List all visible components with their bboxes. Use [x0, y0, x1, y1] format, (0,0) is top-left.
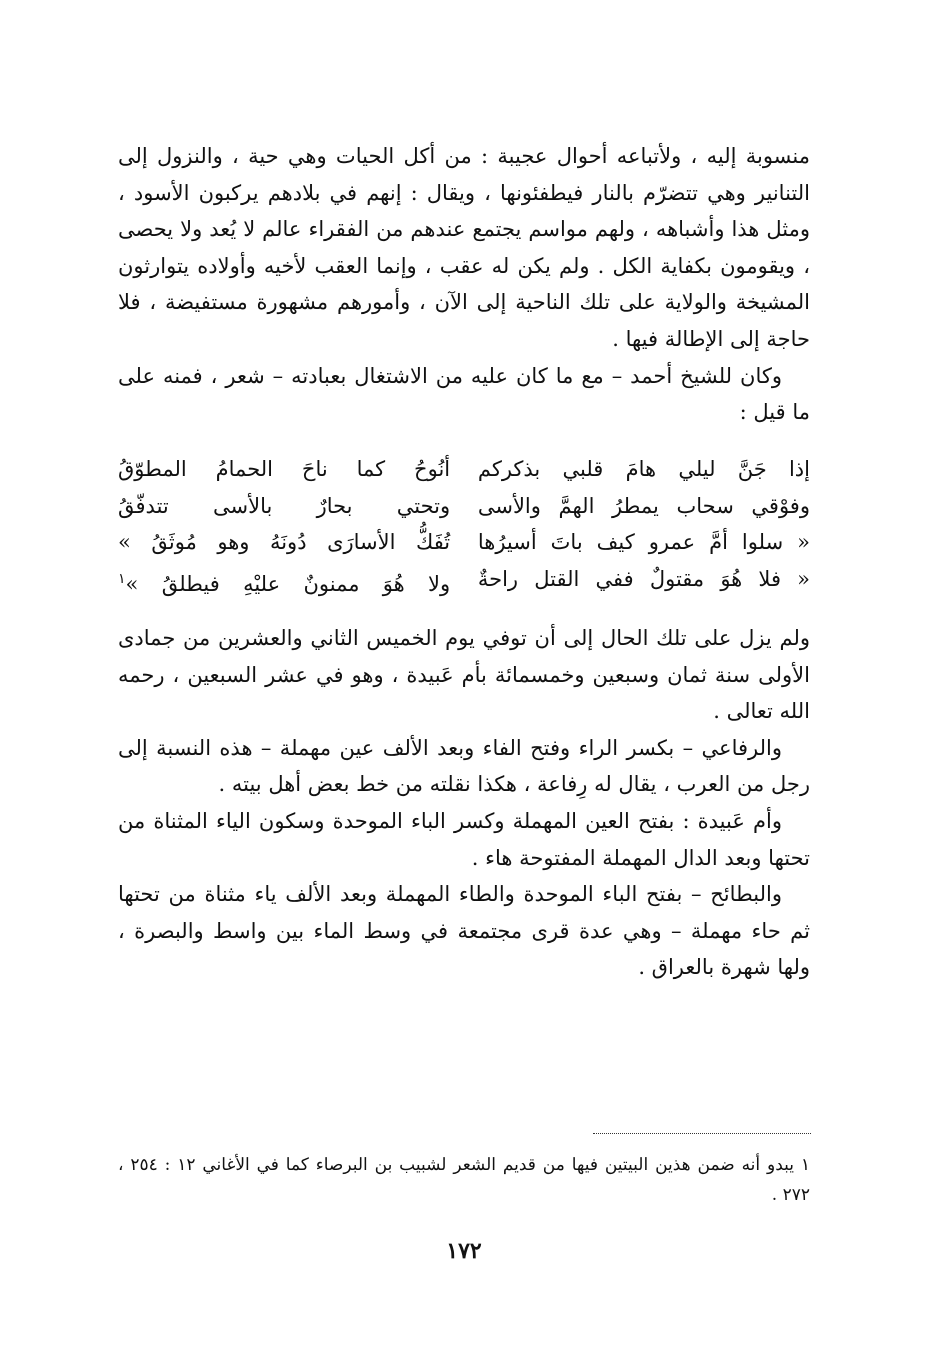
- paragraph-2: وكان للشيخ أحمد – مع ما كان عليه من الاشتغال بعبادته – شعر ، فمنه على ما قيل :: [118, 363, 810, 425]
- verse-4-second-hemistich: [118, 561, 450, 598]
- page-number: ١٧٢: [446, 1238, 482, 1264]
- verse-1-first-hemistich: إذا جَنَّ ليلي هامَ قلبي بذكركم: [477, 456, 810, 481]
- footnote-marker: ١: [118, 571, 126, 588]
- verse-3-second-hemistich: تُفَكُّ الأسارَى دُونَهُ وهو مُوثَقُ »: [118, 530, 451, 555]
- verse-3-first-hemistich: « سلوا أمَّ عمرو كيف باتَ أسيرُها: [477, 530, 810, 555]
- verse-2: [118, 488, 810, 525]
- footnote: ١ يبدو أنه ضمن هذين البيتين فيها من قديم الشعر لشبيب بن البرصاء كما في الأغاني ١٢ : ٢٥٤ ، ٢٧٢ .: [118, 1155, 811, 1205]
- footnote-separator: [593, 1133, 811, 1134]
- paragraph-1: منسوبة إليه ، ولأتباعه أحوال عجيبة : من أكل الحيات وهي حية ، والنزول إلى التنانير وهي تتضرّم بالنار فيطفئونها ، ويقال : إنهم في بلادهم يركبون الأسود ، ومثل هذا وأشباهه ، ولهم مواسم يجتمع عندهم من الفقراء عالم لا يُعد ولا يحصى ، ويقومون بكفاية الكل . ولم يكن له عقب ، وإنما العقب لأخيه وأولاده يتوارثون المشيخة والولاية على تلك الناحية إلى الآن ، وأمورهم مشهورة مستفيضة ، فلا حاجة إلى الإطالة فيها .: [118, 144, 810, 351]
- paragraph-5: وأم عَبيدة : بفتح العين المهملة وكسر الباء الموحدة وسكون الياء المثناة من تحتها وبعد الدال المهملة المفتوحة هاء .: [118, 808, 810, 870]
- verse-4: [118, 561, 810, 598]
- main-text: [118, 138, 810, 986]
- verse-1: [118, 451, 810, 488]
- verse-1-second-hemistich: أنُوحُ كما ناحَ الحمامُ المطوّقُ: [118, 456, 451, 481]
- verse-2-first-hemistich: وفوْقي سحاب يمطرُ الهمَّ والأسى: [477, 493, 810, 518]
- verse-3: [118, 524, 810, 561]
- paragraph-6: والبطائح – بفتح الباء الموحدة والطاء المهملة وبعد الألف ياء مثناة من تحتها ثم حاء مهملة – وهي عدة قرى مجتمعة في وسط الماء بين واسط والبصرة ، ولها شهرة بالعراق .: [118, 882, 810, 980]
- verse-4-first-hemistich: « فلا هُوَ مقتولٌ ففي القتل راحةٌ: [477, 567, 810, 592]
- verse-2-second-hemistich: وتحتي بحارٌ بالأسى تتدفّقُ: [118, 493, 451, 518]
- paragraph-4: والرفاعي – بكسر الراء وفتح الفاء وبعد الألف عين مهملة – هذه النسبة إلى رجل من العرب ، يقال له رِفاعة ، هكذا نقلته من خط بعض أهل بيته .: [118, 735, 810, 797]
- poem: [118, 451, 810, 598]
- verse-4-second-text: ولا هُوَ ممنونٌ عليْهِ فيطلقُ »: [125, 572, 451, 597]
- paragraph-3: ولم يزل على تلك الحال إلى أن توفي يوم الخميس الثاني والعشرين من جمادى الأولى سنة ثمان وسبعين وخمسمائة بأم عَبيدة ، وهو في عشر السبعين ، رحمه الله تعالى .: [118, 625, 810, 724]
